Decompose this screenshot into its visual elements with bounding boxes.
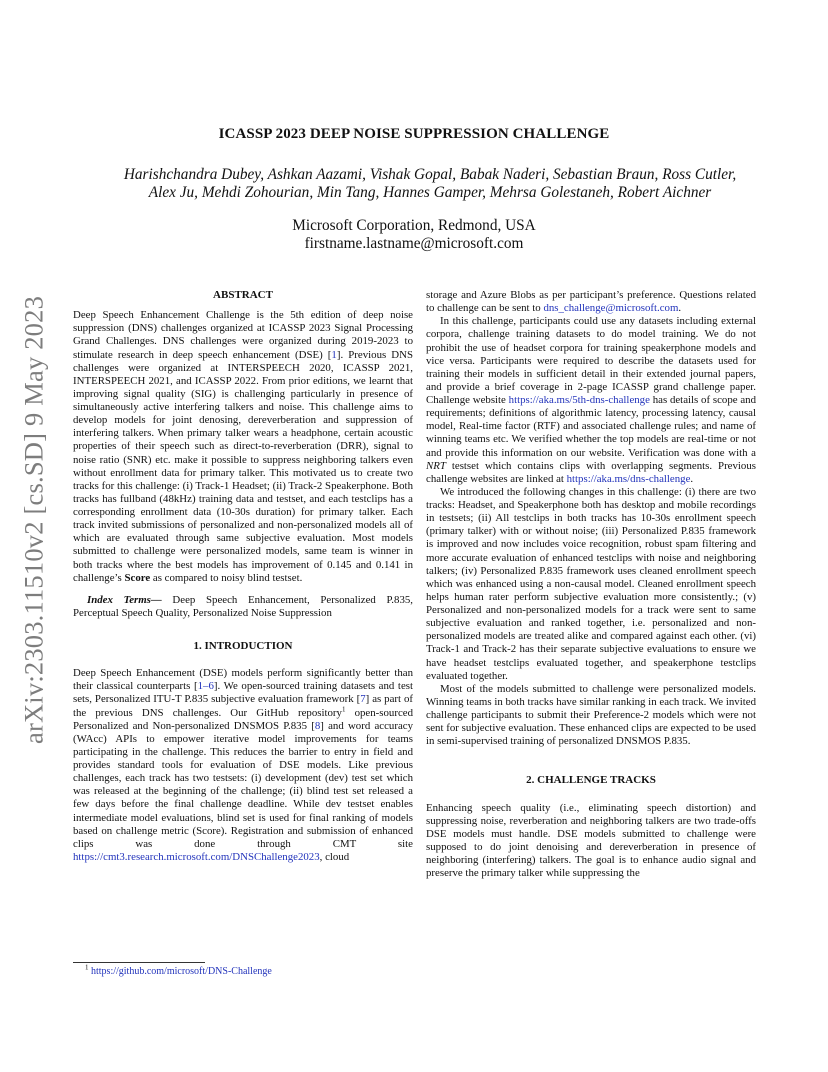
text-part: has details of scope and requirements; definitions of algorithmic latency, processing latency, causal model, Real-time factor (RTF) and associated challenge rules; and name of winning teams etc. We verified whether the top models are real-time or not and provide this information on our website. Verification was done with a bbox=[426, 394, 756, 459]
citation-link[interactable]: 8 bbox=[314, 719, 321, 732]
challenge-website-link[interactable]: https://aka.ms/5th-dns-challenge bbox=[508, 394, 650, 406]
intro-text-part: ] as part of the previous DNS challenges. Our GitHub repository bbox=[73, 693, 414, 719]
left-column bbox=[73, 289, 413, 864]
abstract-text-part: ]. Previous DNS challenges were organized at INTERSPEECH 2020, ICASSP 2021, INTERSPEECH 2021, and ICASSP 2022. From prior editions, we learnt that improving signal quality (SIG) is challenging particularly in presence of simultaneously active interfering talkers and noise. This challenge aims to develop models for joint denosing, dereverberation and suppression of interfering talkers. When primary talker wears a headphone, certain acoustic properties of their speech such as direct-to-reverberation (DRR), signal to noise ratio (SNR) etc. make it possible to suppress neighboring talkers even without enrollment data for primary talker. This motivated us to create two tracks for this challenge: (i) Track-1 Headset; (ii) Track-2 Speakerphone. Both tracks has fullband (48kHz) training data and testset, and each testclips has a corresponding enrollment data (10-30s duration) for primary talker. Each track invited submissions of personalized and non-personalized models all of which are evaluated through same subjective evaluation. Most models submitted to challenge were personalized models, same team is winner in both tracks where the best models has improvement of 0.145 and 0.141 in challenge’s bbox=[73, 348, 413, 584]
citation-link[interactable]: 1 bbox=[331, 348, 337, 361]
introduction-text bbox=[73, 667, 413, 864]
contact-email: firstname.lastname@microsoft.com bbox=[304, 235, 524, 252]
arxiv-id: arXiv:2303.11510v2 [cs.SD] 9 May 2023 bbox=[18, 295, 49, 745]
index-terms-label: Index Terms— bbox=[87, 593, 162, 606]
authors-line-1: Harishchandra Dubey, Ashkan Aazami, Vishak Gopal, Babak Naderi, Sebastian Braun, Ross Cutler, bbox=[123, 166, 737, 183]
nrt-symbol: NRT bbox=[426, 459, 446, 472]
intro-text-part: open-sourced Personalized and Non-personalized DNSMOS P.835 [ bbox=[73, 706, 414, 732]
previous-challenges-link[interactable]: https://aka.ms/dns-challenge bbox=[566, 472, 691, 485]
abstract-text-part: as compared to noisy blind testset. bbox=[150, 571, 303, 584]
abstract-text-part: Deep Speech Enhancement Challenge is the 5th edition of deep noise suppression (DNS) challenges organized at ICASSP 2023 Signal Processing Grand Challenges. DNS challenges were organized during 2019-2023 to stimulate research in deep speech enhancement (DSE) [ bbox=[73, 309, 413, 361]
affiliation-block bbox=[0, 217, 828, 253]
email-link[interactable]: dns_challenge@microsoft.com bbox=[543, 302, 679, 315]
footnote-divider bbox=[73, 962, 205, 963]
abstract-heading: ABSTRACT bbox=[213, 289, 273, 301]
abstract-text bbox=[73, 309, 413, 585]
introduction-heading: 1. INTRODUCTION bbox=[193, 640, 293, 652]
index-terms-list: Deep Speech Enhancement, Personalized P.835, Perceptual Speech Quality, Personalized Noise Suppression bbox=[73, 593, 413, 619]
paragraph: We introduced the following changes in this challenge: (i) there are two tracks: Headset, and Speakerphone both has desktop and mobile recordings in testsets; (ii) All testclips in both tracks has 10-30s enrollment speech (primary talker) with or without noise; (iii) Personalized P.835 framework is improved and now includes voice recognition, robust spam filtering and more accurate evaluation of enhanced testclips with noise and neighboring talkers; (iv) Personalized P.835 framework uses cleaned enrollment speech which was enhanced using a non-causal model. Cleaned enrollment speech helps human rater perform subjective evaluation more consistently.; (v) Personalized and non-personalized models for a track were sent to same subjective evaluation and ranked together, i.e. personalized and non-personalized models are treated alike and compared against each other. (vi) Track-1 and Track-2 has their separate subjective evaluations to ensure we have headset testclips evaluated together, and speakerphone testclips evaluated together. bbox=[426, 485, 756, 682]
score-term: Score bbox=[124, 571, 151, 584]
text-part: In this challenge, participants could use any datasets including external corpora, challenge training datasets to do model training. We do not prohibit the use of headset corpora for training speakerphone models and vice versa. Participants were required to describe the datasets used for training their models in sufficient detail in their extended journal papers, and provide a brief coverage in 2-page ICASSP grand challenge paper. Challenge website bbox=[426, 315, 756, 406]
text-part: . bbox=[678, 302, 682, 315]
affiliation: Microsoft Corporation, Redmond, USA bbox=[292, 217, 536, 234]
footnote-marker[interactable]: 1 bbox=[341, 704, 346, 713]
footnote bbox=[85, 963, 272, 978]
paper-title: ICASSP 2023 DEEP NOISE SUPPRESSION CHALLENGE bbox=[218, 126, 610, 142]
author-list bbox=[90, 166, 770, 202]
text-part: testset which contains clips with overlapping segments. Previous challenge websites are linked at bbox=[426, 459, 756, 485]
paragraph: Enhancing speech quality (i.e., eliminating speech distortion) and suppressing noise, reverberation and neighboring talkers are two trade-offs DSE models must handle. DSE models submitted to challenge were supposed to do joint denoising and dereverberation in presence of neighboring (interfering) talkers. The goal is to enhance audio signal and preserve the primary talker while suppressing the bbox=[426, 801, 756, 880]
github-link[interactable]: https://github.com/microsoft/DNS-Challenge bbox=[91, 966, 272, 977]
paragraph: Most of the models submitted to challenge were personalized models. Winning teams in both tracks have similar ranking in each track. We invited challenge participants to submit their Preference-2 models which were not sent for subjective evaluation. These enhanced clips are expected to be used in semi-supervised training of personalized DNSMOS P.835. bbox=[426, 682, 756, 748]
text-part: storage and Azure Blobs as per participant’s preference. Questions related to challenge can be sent to bbox=[426, 289, 756, 315]
intro-text-part: , cloud bbox=[319, 850, 350, 863]
paragraph bbox=[426, 315, 756, 486]
citation-link[interactable]: 7 bbox=[360, 693, 366, 706]
right-column bbox=[426, 289, 756, 880]
paragraph bbox=[426, 289, 756, 315]
text-part: . bbox=[690, 472, 694, 485]
intro-text-part: ]. We open-sourced training datasets and test sets, Personalized ITU-T P.835 subjective evaluation framework [ bbox=[73, 680, 413, 706]
authors-line-2: Alex Ju, Mehdi Zohourian, Min Tang, Hannes Gamper, Mehrsa Golestaneh, Robert Aichner bbox=[148, 184, 712, 201]
intro-text-part: ] and word accuracy (WAcc) APIs to empower iterative model improvements for teams participating in the challenge. This reduces the barrier to entry in field and provides standard tools for evaluation of DSE models. Like previous challenges, each track has two testsets: (i) development (dev) test set which was released at the beginning of the challenge; (ii) blind test set released a few days before the final challenge deadline. While dev testset enables intermediate model evaluations, blind set is used for final ranking of models based on challenge metric (Score). Registration and submission of enhanced clips was done through CMT site bbox=[73, 719, 413, 850]
citation-link[interactable]: 1–6 bbox=[197, 680, 214, 693]
challenge-tracks-heading: 2. CHALLENGE TRACKS bbox=[526, 774, 656, 787]
arxiv-stamp bbox=[14, 275, 54, 765]
intro-text-part: Deep Speech Enhancement (DSE) models perform significantly better than their classical counterparts [ bbox=[73, 667, 413, 693]
cmt-site-link[interactable]: https://cmt3.research.microsoft.com/DNSChallenge2023 bbox=[73, 850, 320, 863]
index-terms bbox=[73, 594, 413, 620]
footnote-number: 1 bbox=[85, 963, 89, 972]
